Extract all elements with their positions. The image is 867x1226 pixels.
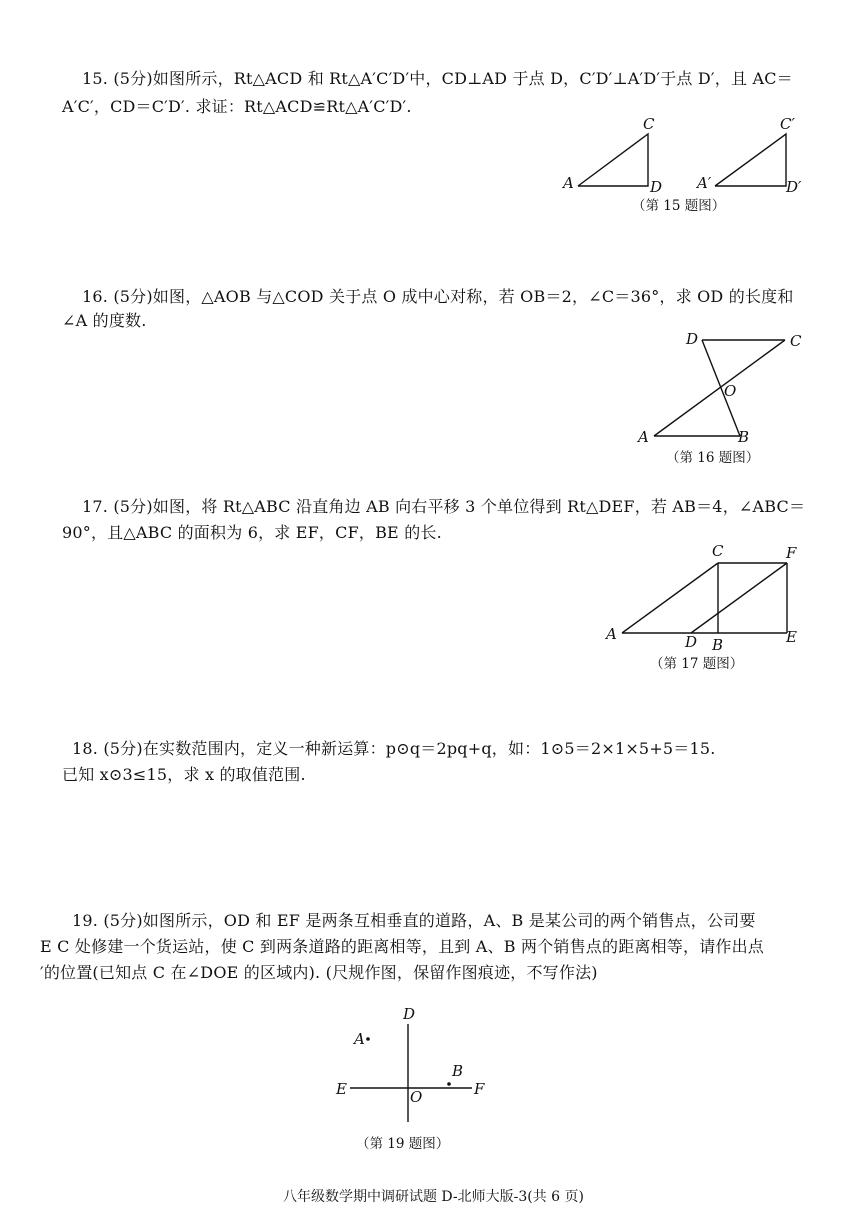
q15-label-C: C xyxy=(643,115,655,133)
q19-label-O: O xyxy=(410,1088,423,1106)
q17-label-A: A xyxy=(606,625,617,643)
q18-text-line1: 18. (5分)在实数范围内，定义一种新运算：p⊙q＝2pq+q，如：1⊙5＝2×1×5+5＝15. xyxy=(72,739,716,758)
q18-text-line2: 已知 x⊙3≤15，求 x 的取值范围. xyxy=(62,765,306,784)
q17-label-F: F xyxy=(786,544,797,562)
q19-label-E: E xyxy=(336,1080,347,1098)
q16-caption: （第 16 题图） xyxy=(666,450,760,466)
q17-figure xyxy=(615,555,795,640)
q16-label-C: C xyxy=(790,332,802,350)
q15-text-line1: 15. (5分)如图所示，Rt△ACD 和 Rt△A′C′D′中，CD⊥AD 于点 D，C′D′⊥A′D′于点 D′，且 AC＝ xyxy=(82,69,793,88)
q16-label-A: A xyxy=(638,428,649,446)
q15-label-A-prime: A′ xyxy=(697,174,712,192)
q15-caption: （第 15 题图） xyxy=(632,198,726,214)
q15-label-D: D xyxy=(650,178,663,196)
q15-label-A: A xyxy=(563,174,574,192)
q16-label-O: O xyxy=(724,382,737,400)
q17-label-B: B xyxy=(712,636,724,654)
q15-label-C-prime: C′ xyxy=(780,115,795,133)
q19-label-A: A xyxy=(354,1030,365,1048)
q16-label-B: B xyxy=(738,428,750,446)
q15-text-line2: A′C′，CD＝C′D′. 求证：Rt△ACD≌Rt△A′C′D′. xyxy=(62,97,412,116)
q19-label-B: B xyxy=(452,1062,464,1080)
q17-text-line1: 17. (5分)如图，将 Rt△ABC 沿直角边 AB 向右平移 3 个单位得到 Rt△DEF，若 AB＝4，∠ABC＝ xyxy=(82,497,806,516)
q16-text-line1: 16. (5分)如图，△AOB 与△COD 关于点 O 成中心对称，若 OB＝2，∠C＝36°，求 OD 的长度和 xyxy=(82,287,794,306)
q19-text-line1: 19. (5分)如图所示，OD 和 EF 是两条互相垂直的道路，A、B 是某公司的两个销售点，公司要 xyxy=(72,911,756,930)
q16-text-line2: ∠A 的度数. xyxy=(62,311,147,330)
q19-label-D: D xyxy=(403,1005,416,1023)
q19-text-line3: ′的位置(已知点 C 在∠DOE 的区域内). (尺规作图，保留作图痕迹，不写作法) xyxy=(40,963,598,982)
q19-text-line2: E C 处修建一个货运站，使 C 到两条道路的距离相等，且到 A、B 两个销售点的距离相等，请作出点 xyxy=(40,937,764,956)
page-footer: 八年级数学期中调研试题 D-北师大版-3(共 6 页) xyxy=(282,1189,585,1205)
q17-label-D: D xyxy=(685,633,698,651)
q17-label-C: C xyxy=(712,542,724,560)
q16-label-D: D xyxy=(686,330,699,348)
q19-caption: （第 19 题图） xyxy=(356,1136,450,1152)
q19-figure xyxy=(340,1010,490,1130)
q17-text-line2: 90°，且△ABC 的面积为 6，求 EF，CF，BE 的长. xyxy=(62,523,442,542)
q15-label-D-prime: D′ xyxy=(786,178,802,196)
q17-caption: （第 17 题图） xyxy=(650,656,744,672)
q17-label-E: E xyxy=(786,628,797,646)
q19-label-F: F xyxy=(474,1080,485,1098)
